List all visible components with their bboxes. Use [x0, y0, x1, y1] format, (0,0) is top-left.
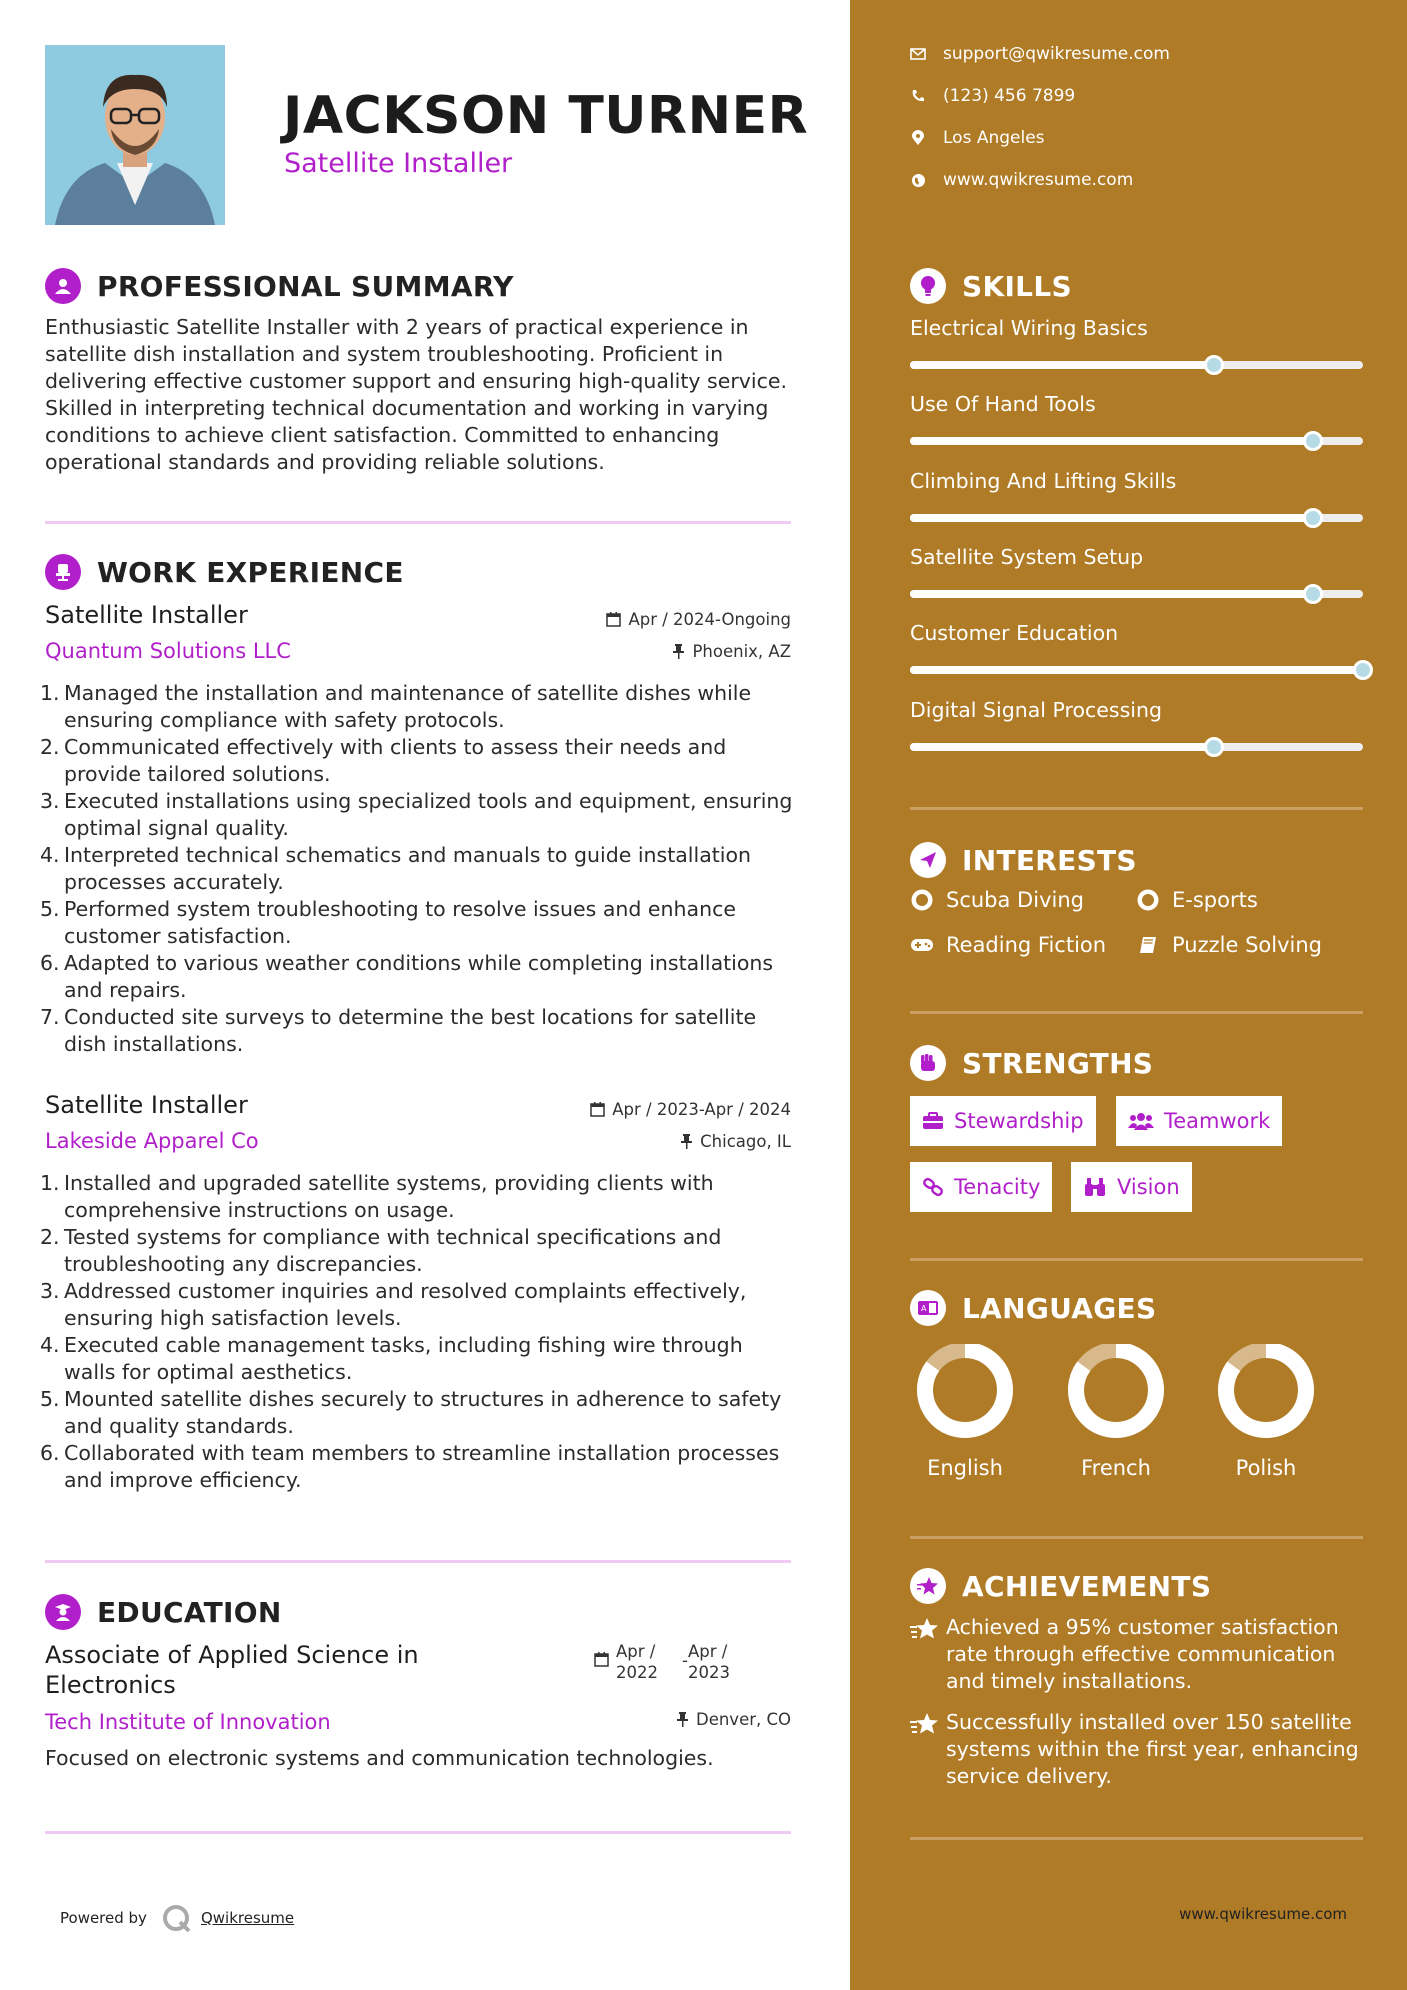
list-item: 7. Conducted site surveys to determine the best locations for satellite dish installations.: [40, 1005, 757, 1056]
users-icon: [1128, 1111, 1154, 1131]
skills-title: SKILLS: [962, 269, 1072, 303]
list-item: 6. Collaborated with team members to streamline installation processes and improve efficiency.: [40, 1441, 780, 1492]
skill-bar: [910, 437, 1363, 445]
job-bullets: [40, 680, 800, 1058]
job-dates-text: Apr / 2024-Ongoing: [628, 610, 791, 629]
interest-item: Scuba Diving: [910, 888, 1084, 912]
skill-bar: [910, 514, 1363, 522]
summary-title: PROFESSIONAL SUMMARY: [97, 269, 514, 303]
contact-phone[interactable]: (123) 456 7899: [910, 86, 1075, 106]
skill-bar-knob: [1303, 508, 1323, 528]
list-item: 3. Executed installations using specialized tools and equipment, ensuring optimal signal quality.: [40, 789, 793, 840]
education-school: Tech Institute of Innovation: [45, 1710, 331, 1734]
job-location: [672, 642, 791, 661]
star-icon: [910, 1614, 946, 1695]
job-company: Lakeside Apparel Co: [45, 1129, 259, 1153]
interest-item: Reading Fiction: [910, 933, 1106, 957]
section-divider: [910, 1011, 1363, 1014]
list-item: 2. Communicated effectively with clients to assess their needs and provide tailored solutions.: [40, 735, 727, 786]
achievements-heading: [910, 1568, 1211, 1604]
language-icon: [910, 1290, 946, 1326]
education-end: Apr / 2023: [688, 1642, 730, 1682]
education-description: Focused on electronic systems and communication technologies.: [45, 1746, 714, 1770]
job-company: Quantum Solutions LLC: [45, 639, 291, 663]
calendar-icon: [594, 1652, 609, 1667]
section-divider: [910, 1536, 1363, 1539]
lifebuoy-icon: [1136, 888, 1160, 912]
powered-by: [60, 1903, 294, 1933]
job-dates: [606, 610, 791, 629]
section-divider: [910, 1258, 1363, 1261]
education-dash: -: [682, 1651, 688, 1670]
pin-icon: [676, 1712, 689, 1727]
education-location-text: Denver, CO: [695, 1710, 791, 1729]
job-dates: [590, 1100, 791, 1119]
book-icon: [1136, 933, 1160, 957]
skill-bar-fill: [910, 361, 1214, 369]
list-item: 1. Managed the installation and maintenance of satellite dishes while ensuring compliance with safety protocols.: [40, 681, 752, 732]
language-name: Polish: [1235, 1456, 1297, 1480]
achievement-item: Successfully installed over 150 satellite systems within the first year, enhancing service delivery.: [910, 1709, 1370, 1790]
qwikresume-link[interactable]: Qwikresume: [200, 1909, 295, 1927]
skill-bar: [910, 590, 1363, 598]
language-chart: [1211, 1344, 1321, 1448]
strength-tag: Vision: [1071, 1162, 1192, 1212]
strength-tag: Teamwork: [1116, 1096, 1282, 1146]
skill-name: Customer Education: [910, 621, 1119, 645]
job-bullets: [40, 1170, 800, 1494]
skill-bar-fill: [910, 743, 1214, 751]
contact-website[interactable]: www.qwikresume.com: [910, 170, 1133, 190]
list-item: 1. Installed and upgraded satellite systems, providing clients with comprehensive instructions on usage.: [40, 1171, 714, 1222]
strengths-heading: [910, 1045, 1153, 1081]
education-location: [676, 1710, 791, 1729]
list-item: 4. Executed cable management tasks, including fishing wire through walls for optimal aesthetics.: [40, 1333, 743, 1384]
language-ring: [910, 1344, 1020, 1444]
contact-location: Los Angeles: [910, 128, 1045, 148]
footer-website[interactable]: www.qwikresume.com: [1179, 1905, 1347, 1923]
list-item: 3. Addressed customer inquiries and resolved complaints effectively, ensuring high satisfaction levels.: [40, 1279, 747, 1330]
sidebar: [850, 0, 1407, 1990]
list-item: 4. Interpreted technical schematics and manuals to guide installation processes accurately.: [40, 843, 752, 894]
list-item: 5. Performed system troubleshooting to resolve issues and enhance customer satisfaction.: [40, 897, 736, 948]
languages-title: LANGUAGES: [962, 1291, 1157, 1325]
interests-title: INTERESTS: [962, 843, 1137, 877]
interest-item: E-sports: [1136, 888, 1258, 912]
education-start: Apr / 2022: [616, 1642, 658, 1682]
education-title: EDUCATION: [97, 1595, 282, 1629]
envelope-icon: [910, 46, 926, 62]
section-divider: [910, 1837, 1363, 1840]
binoculars-icon: [1083, 1177, 1107, 1197]
skill-bar-knob: [1204, 355, 1224, 375]
profile-photo: [45, 45, 225, 225]
list-item: 5. Mounted satellite dishes securely to structures in adherence to safety and quality standards.: [40, 1387, 782, 1438]
fist-icon: [910, 1045, 946, 1081]
skill-bar-fill: [910, 666, 1363, 674]
interest-item: Puzzle Solving: [1136, 933, 1322, 957]
language-name: French: [1081, 1456, 1151, 1480]
job-location-text: Chicago, IL: [700, 1132, 791, 1151]
language-ring: [1211, 1344, 1321, 1444]
globe-icon: [910, 172, 926, 188]
summary-heading: [45, 268, 514, 304]
paper-plane-icon: [910, 842, 946, 878]
achievements-title: ACHIEVEMENTS: [962, 1569, 1212, 1603]
section-divider: [45, 1831, 791, 1834]
phone-icon: [910, 88, 926, 104]
languages-heading: [910, 1290, 1156, 1326]
pin-icon: [680, 1134, 693, 1149]
candidate-role: Satellite Installer: [284, 148, 513, 179]
gamepad-icon: [910, 933, 934, 957]
skill-bar-fill: [910, 437, 1313, 445]
skill-name: Electrical Wiring Basics: [910, 316, 1148, 340]
strengths-title: STRENGTHS: [962, 1046, 1154, 1080]
skill-bar-fill: [910, 514, 1313, 522]
map-marker-icon: [910, 130, 926, 146]
contact-email[interactable]: support@qwikresume.com: [910, 44, 1170, 64]
skill-name: Climbing And Lifting Skills: [910, 469, 1177, 493]
language-name: English: [927, 1456, 1003, 1480]
skill-bar: [910, 666, 1363, 674]
skill-bar: [910, 361, 1363, 369]
skill-bar-knob: [1204, 737, 1224, 757]
skill-name: Satellite System Setup: [910, 545, 1144, 569]
job-location: [680, 1132, 791, 1151]
skill-bar-knob: [1353, 660, 1373, 680]
job-title: Satellite Installer: [45, 1091, 248, 1119]
section-divider: [910, 807, 1363, 810]
skill-bar-fill: [910, 590, 1313, 598]
candidate-name: JACKSON TURNER: [283, 86, 809, 146]
powered-by-label: Powered by: [60, 1909, 147, 1927]
skill-bar: [910, 743, 1363, 751]
section-divider: [45, 1560, 791, 1563]
job-dates-text: Apr / 2023-Apr / 2024: [612, 1100, 791, 1119]
skill-name: Digital Signal Processing: [910, 698, 1162, 722]
job-location-text: Phoenix, AZ: [692, 642, 791, 661]
list-item: 2. Tested systems for compliance with technical specifications and troubleshooting any discrepancies.: [40, 1225, 722, 1276]
work-title: WORK EXPERIENCE: [97, 555, 404, 589]
user-icon: [45, 268, 81, 304]
job-title: Satellite Installer: [45, 601, 248, 629]
work-heading: [45, 554, 404, 590]
education-heading: [45, 1594, 282, 1630]
chair-icon: [45, 554, 81, 590]
star-badge-icon: [910, 1568, 946, 1604]
strength-tag: Stewardship: [910, 1096, 1096, 1146]
skill-bar-knob: [1303, 584, 1323, 604]
pin-icon: [672, 644, 685, 659]
briefcase-icon: [922, 1112, 944, 1130]
lightbulb-icon: [910, 268, 946, 304]
graduate-icon: [45, 1594, 81, 1630]
language-chart: [1061, 1344, 1171, 1448]
achievement-item: Achieved a 95% customer satisfaction rate through effective communication and timely installations.: [910, 1614, 1370, 1695]
language-ring: [1061, 1344, 1171, 1444]
interests-heading: [910, 842, 1137, 878]
language-chart: [910, 1344, 1020, 1448]
education-degree: Associate of Applied Science in Electronics: [45, 1641, 419, 1699]
star-icon: [910, 1709, 946, 1790]
lifebuoy-icon: [910, 888, 934, 912]
calendar-icon: [590, 1102, 605, 1117]
strength-tag: Tenacity: [910, 1162, 1052, 1212]
summary-text: Enthusiastic Satellite Installer with 2 years of practical experience in satellite dish installation and system troubleshooting. Proficient in delivering effective customer support and ensuring high-quality service. Skilled in interpreting technical documentation and working in varying conditions to achieve client satisfaction. Committed to enhancing operational standards and providing reliable solutions.: [45, 315, 787, 474]
skill-bar-knob: [1303, 431, 1323, 451]
link-icon: [922, 1177, 944, 1197]
skills-heading: [910, 268, 1072, 304]
calendar-icon: [606, 612, 621, 627]
svg-text:A: A: [921, 1304, 927, 1313]
education-dates: [594, 1641, 732, 1683]
skill-name: Use Of Hand Tools: [910, 392, 1096, 416]
qwikresume-logo-icon: [161, 1903, 195, 1933]
section-divider: [45, 521, 791, 524]
list-item: 6. Adapted to various weather conditions while completing installations and repairs.: [40, 951, 774, 1002]
